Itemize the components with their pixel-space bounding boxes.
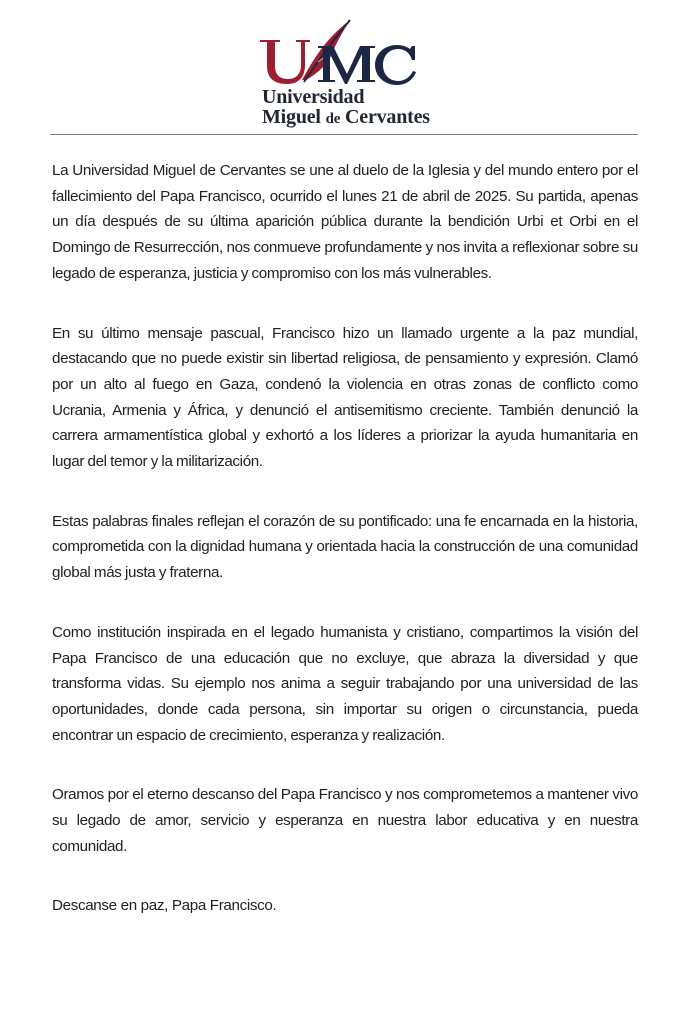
logo-name-cervantes: Cervantes (345, 106, 430, 128)
paragraph-2: En su último mensaje pascual, Francisco hizo un llamado urgente a la paz mundial, destacando que no puede existir sin libertad religiosa, de pensamiento y expresión. Clamó por un alto al fuego en Gaza, condenó la violencia en otras zonas de conflicto como Ucrania, Armenia y África, y denunció el antisemitismo creciente. También denunció la carrera armamentística global y exhortó a los líderes a priorizar la ayuda humanitaria en lugar del temor y la militarización. (52, 324, 638, 471)
statement-body (52, 158, 638, 919)
logo-letter-u (260, 40, 310, 84)
paragraph-5: Oramos por el eterno descanso del Papa Francisco y nos comprometemos a mantener vivo su legado de amor, servicio y esperanza en nuestra labor educativa y en nuestra comunidad. (52, 786, 638, 855)
logo-university-line: Universidad (262, 86, 365, 108)
paragraph-3: Estas palabras finales reflejan el corazón de su pontificado: una fe encarnada en la historia, comprometida con la dignidad humana y orientada hacia la construcción de una comunidad global más justa y fraterna. (52, 512, 638, 582)
umc-logo (258, 18, 418, 88)
logo-name-line (262, 106, 430, 129)
header-divider (50, 134, 638, 135)
logo-name-de: de (325, 111, 341, 127)
paragraph-1: La Universidad Miguel de Cervantes se une al duelo de la Iglesia y del mundo entero por el fallecimiento del Papa Francisco, ocurrido el lunes 21 de abril de 2025. Su partida, apenas un día después de su última aparición pública durante la bendición Urbi et Orbi en el Domingo de Resurrección, nos conmueve profundamente y nos invita a reflexionar sobre su legado de esperanza, justicia y compromiso con los más vulnerables. (52, 162, 638, 282)
logo-name-miguel: Miguel (262, 106, 321, 128)
logo-letter-c (375, 45, 416, 85)
letterhead (0, 0, 686, 136)
closing-line: Descanse en paz, Papa Francisco. (52, 897, 277, 915)
logo-letter-m (318, 46, 375, 84)
paragraph-4: Como institución inspirada en el legado humanista y cristiano, compartimos la visión del Papa Francisco de una educación que no excluye, que abraza la diversidad y que transforma vidas. Su ejemplo nos anima a seguir trabajando por una universidad de las oportunidades, donde cada persona, sin importar su origen o circunstancia, pueda encontrar un espacio de crecimiento, esperanza y realización. (52, 623, 638, 744)
